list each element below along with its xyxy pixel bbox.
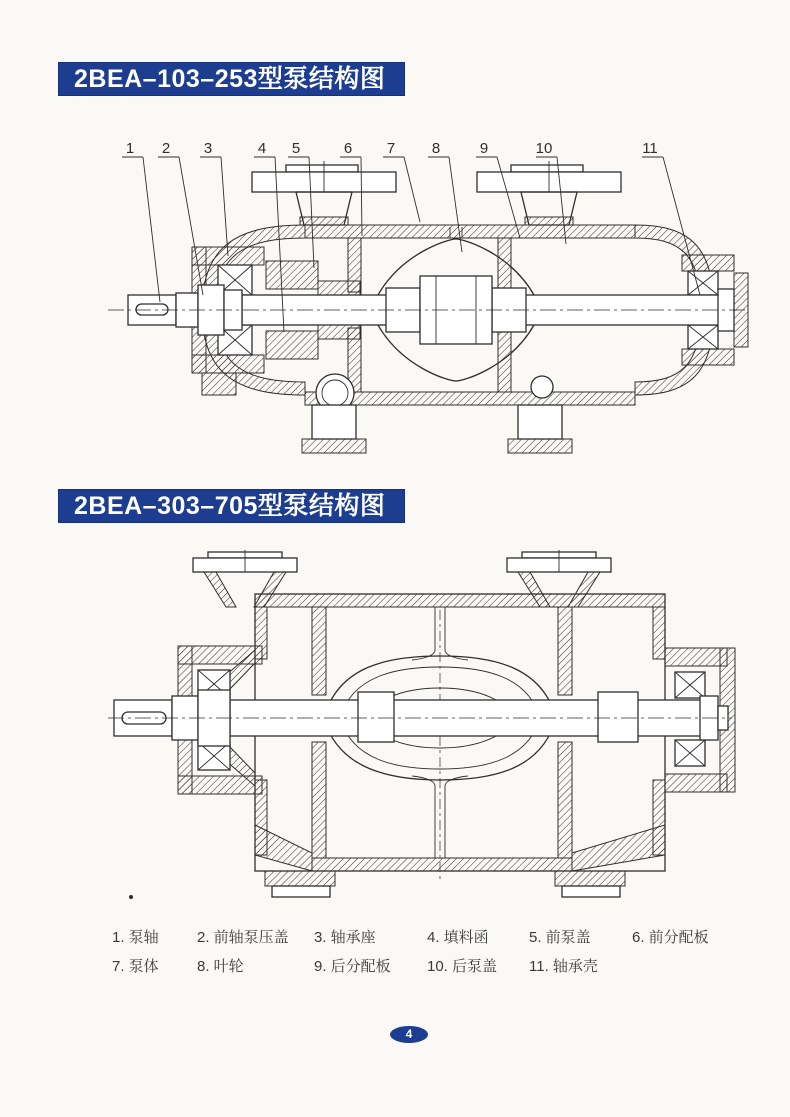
- legend-item: 9. 后分配板: [314, 958, 391, 975]
- callout-10: 10: [535, 140, 553, 157]
- legend-item: 10. 后泵盖: [427, 958, 498, 975]
- legend-item: 8. 叶轮: [197, 958, 244, 975]
- callout-3: 3: [203, 140, 213, 157]
- callout-9: 9: [479, 140, 489, 157]
- legend-item: 4. 填料函: [427, 929, 489, 946]
- suction-flange: [252, 161, 396, 225]
- support-feet-2: [265, 871, 625, 897]
- pump-diagram-1: [90, 135, 750, 470]
- pump-shaft-2: [108, 690, 732, 746]
- callout-4: 4: [257, 140, 267, 157]
- legend-item: 3. 轴承座: [314, 929, 376, 946]
- support-feet: [302, 374, 572, 453]
- pump-diagram-2: [100, 550, 740, 910]
- callout-8: 8: [431, 140, 441, 157]
- legend-item: 11. 轴承壳: [529, 958, 598, 975]
- legend: [112, 926, 762, 976]
- callout-1: 1: [125, 140, 135, 157]
- callout-6: 6: [343, 140, 353, 157]
- callout-11: 11: [642, 140, 658, 157]
- callout-7: 7: [386, 140, 396, 157]
- legend-item: 6. 前分配板: [632, 929, 709, 946]
- page-number-badge: 4: [390, 1026, 428, 1043]
- section-title-1: 2BEA–103–253型泵结构图: [58, 62, 405, 96]
- legend-item: 5. 前泵盖: [529, 929, 591, 946]
- callout-5: 5: [291, 140, 301, 157]
- print-artifact-dot: [129, 895, 133, 899]
- section-title-2: 2BEA–303–705型泵结构图: [58, 489, 405, 523]
- pump-shaft: [108, 276, 745, 344]
- impeller-2: [324, 607, 556, 880]
- legend-item: 7. 泵体: [112, 958, 159, 975]
- discharge-flange: [477, 161, 621, 225]
- legend-item: 1. 泵轴: [112, 929, 159, 946]
- legend-item: 2. 前轴泵压盖: [197, 929, 289, 946]
- callout-2: 2: [161, 140, 171, 157]
